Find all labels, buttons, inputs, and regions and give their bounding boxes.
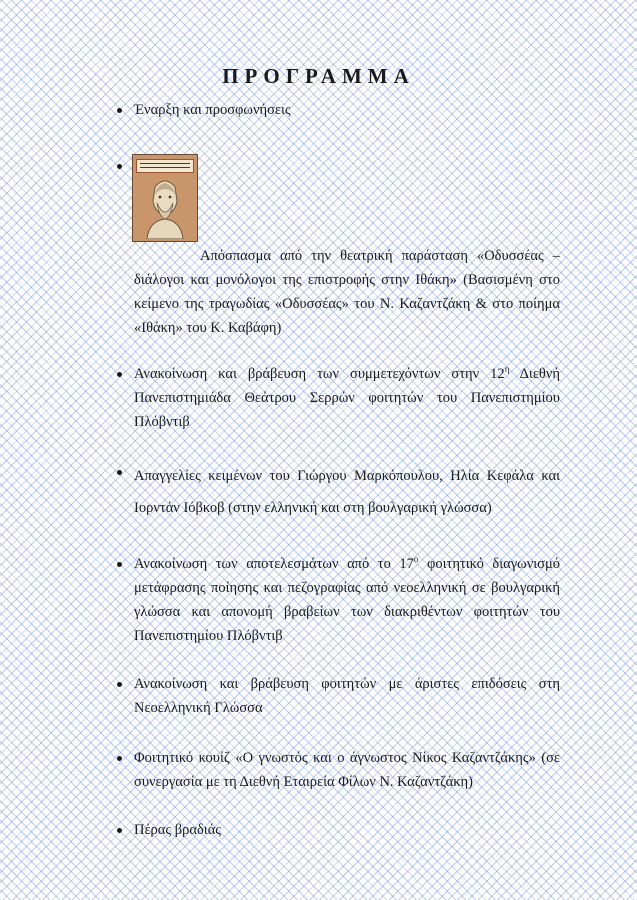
program-item-theatre-excerpt — [134, 154, 560, 340]
program-item-quiz: Φοιτητικό κουίζ «Ο γνωστός και ο άγνωστος Νίκος Καζαντζάκης» (σε συνεργασία με τη Διεθνή Εταιρεία Φίλων Ν. Καζαντζάκη) — [134, 746, 560, 794]
program-item-translation-contest: Ανακοίνωση των αποτελεσμάτων από το $17^o$ φοιτητικό διαγωνισμό μετάφρασης ποίησης και πεζογραφίας από νεοελληνική σε βουλγαρική γλώσσα και απονομή βραβείων των διακριθέντων φοιτητών του Πανεπιστημίου Πλόβντιβ — [134, 552, 560, 648]
program-item-opening: Έναρξη και προσφωνήσεις — [134, 98, 560, 122]
program-item-recitations: Απαγγελίες κειμένων του Γιώργου Μαρκόπουλου, Ηλία Κεφάλα και Ιορντάν Ιόβκοβ (στην ελληνική και στη βουλγαρική γλώσσα) — [134, 460, 560, 524]
program-item-theatre-festival: Ανακοίνωση και βράβευση των συμμετεχόντων στην $12^\eta$ Διεθνή Πανεπιστημιάδα Θεάτρου Σερρών φοιτητών του Πανεπιστημίου Πλόβντιβ — [134, 362, 560, 434]
book-cover-image — [132, 154, 198, 242]
book-image-row — [134, 154, 560, 244]
program-item-theatre-text: Απόσπασμα από την θεατρική παράσταση «Οδυσσέας – διάλογοι και μονόλογοι της επιστροφής στην Ιθάκη» (Βασισμένη στο κείμενο της τραγωδίας «Οδυσσέας» του Ν. Καζαντζάκη & στο ποίημα «Ιθάκη» του Κ. Καβάφη) — [134, 248, 560, 336]
page-title: ΠΡΟΓΡΑΜΜΑ — [222, 64, 415, 88]
program-item-excellence-awards: Ανακοίνωση και βράβευση φοιτητών με άριστες επιδόσεις στη Νεοελληνική Γλώσσα — [134, 672, 560, 720]
program-item-closing: Πέρας βραδιάς — [134, 818, 560, 842]
program-list — [134, 98, 560, 842]
